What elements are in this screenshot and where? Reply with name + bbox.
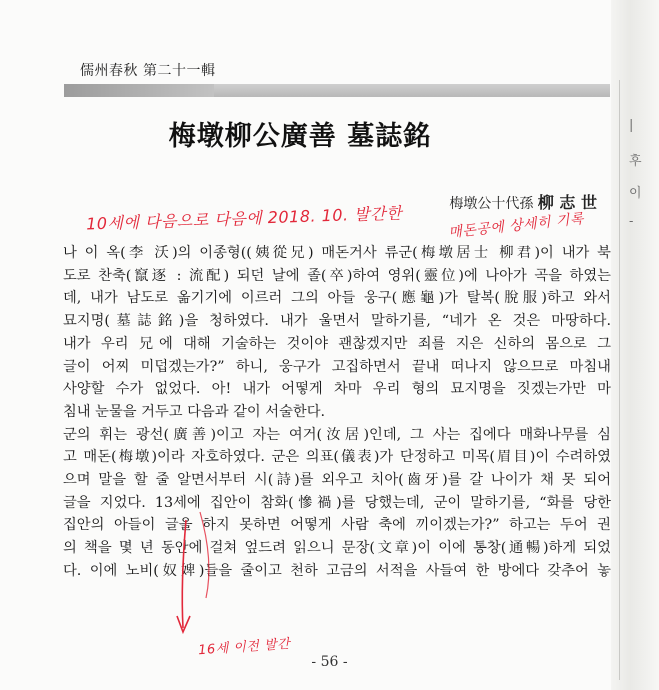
running-header-title: 儒州春秋 第二十一輯 — [80, 63, 216, 79]
side-mark: 후 — [629, 154, 642, 169]
text-line: 집안의 아들이 글을 하지 못하면 어떻게 사람 축에 끼이겠는가?” 하고는 두어 권 — [63, 517, 611, 534]
side-mark: 이 — [629, 186, 642, 201]
text-line: 군의 휘는 광선(廣善)이고 자는 여거(汝居)인데, 그 사는 집에다 매화나무를 심 — [63, 426, 611, 443]
text-line: 침내 눈물을 거두고 다음과 같이 서술한다. — [63, 403, 326, 420]
text-line: 내가 우리 兄에 대해 기술하는 것이야 괜찮겠지만 죄를 지은 신하의 몸으로 그 — [63, 335, 611, 352]
text-line: 사양할 수가 없었다. 아! 내가 어떻게 차마 우리 형의 묘지명을 짓겠는가만 마 — [63, 381, 611, 398]
text-line: 글이 어찌 미덥겠는가?” 하니, 웅구가 고집하면서 끝내 떠나지 않으므로 마침내 — [63, 358, 611, 375]
text-line: 데, 내가 남도로 옮기기에 이르러 그의 아들 웅구(應龜)가 탈복(脫服)하고 와서 — [63, 290, 611, 307]
handwritten-note-bottom: 16세 이전 발간 — [197, 636, 291, 659]
text-line: 다. 이에 노비(奴婢)들을 줄이고 천하 고금의 서적을 사들여 한 방에다 갖추어 놓 — [63, 562, 611, 579]
text-line: 고 매돈(梅墩)이라 자호하였다. 군은 의표(儀表)가 단정하고 미목(眉目)이 수려하였 — [63, 449, 611, 466]
text-line: 나 이 옥(李 沃)의 이종형((姨從兄) 매돈거사 류군(梅墩居士 柳君)이 내가 북 — [63, 245, 611, 261]
author-name: 柳 志 世 — [537, 193, 597, 212]
document-title: 梅墩柳公廣善 墓誌銘 — [168, 121, 432, 152]
text-line: 도로 찬축(竄逐 : 流配) 되던 날에 졸(卒)하여 영위(靈位)에 나아가 곡을 하였는 — [63, 267, 611, 284]
annotation-arrow-head — [177, 616, 190, 632]
text-line: 으며 말을 할 줄 알면서부터 시(詩)를 외우고 치아(齒牙)를 갈 나이가 채 못 되어 — [63, 472, 611, 489]
text-line: 의 책을 몇 년 동안에 걸쳐 엎드려 읽으니 문장(文章)이 이에 통창(通暢)하게 되었 — [63, 540, 611, 557]
page-number: - 56 - — [311, 654, 348, 670]
body-text — [63, 242, 611, 583]
paragraph-2 — [63, 424, 611, 583]
text-line: 글을 지었다. 13세에 집안이 참화(慘禍)를 당했는데, 군이 말하기를, “화를 당한 — [63, 494, 611, 511]
author-lineage: 梅墩公十代孫 — [449, 196, 534, 212]
paragraph-1 — [63, 242, 611, 424]
handwritten-note-top-right: 매돈공에 상세히 기록 — [447, 210, 585, 242]
header-rule-accent — [64, 84, 214, 97]
text-line: 묘지명(墓誌銘)을 청하였다. 내가 울면서 말하기를, “네가 온 것은 마땅하다. — [63, 313, 611, 330]
gutter-line — [619, 80, 620, 680]
side-mark: | — [629, 118, 634, 133]
side-mark: - — [629, 214, 634, 229]
page-gutter-edge — [611, 0, 659, 690]
handwritten-note-top-left: 10세에 다음으로 다음에 2018. 10. 발간한 — [85, 203, 403, 234]
